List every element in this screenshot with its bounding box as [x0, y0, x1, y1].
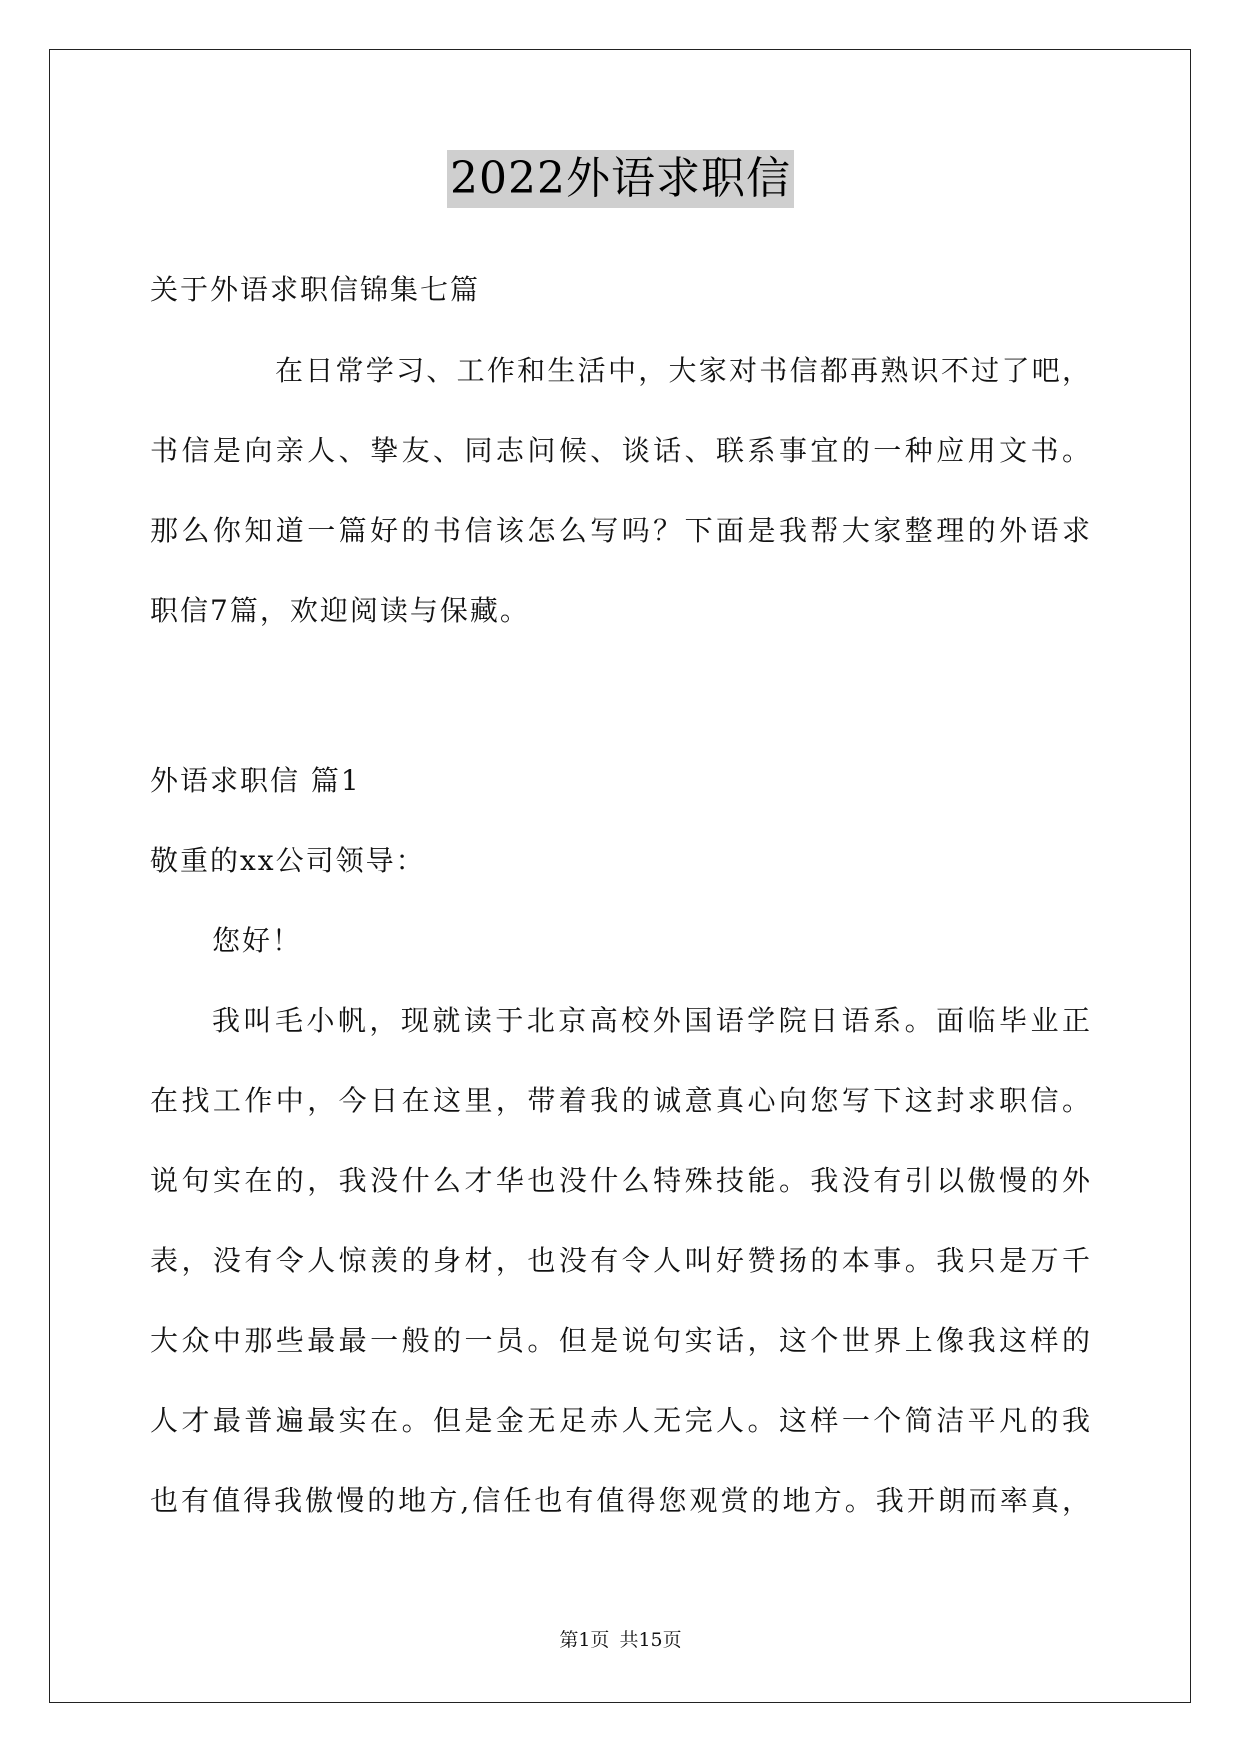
page-total: 共15页: [619, 1629, 682, 1651]
intro-line-2: 书信是向亲人、挚友、同志问候、谈话、联系事宜的一种应用文书。: [150, 434, 1090, 467]
body-line-2: 在找工作中，今日在这里，带着我的诚意真心向您写下这封求职信。: [150, 1084, 1090, 1117]
document-title: 2022外语求职信: [447, 150, 794, 208]
intro-line-4: 职信7篇，欢迎阅读与保藏。: [150, 594, 530, 627]
intro-line-3: 那么你知道一篇好的书信该怎么写吗？下面是我帮大家整理的外语求: [150, 514, 1090, 547]
body-line-7: 也有值得我傲慢的地方,信任也有值得您观赏的地方。我开朗而率真，: [150, 1484, 1090, 1517]
body-line-4: 表，没有令人惊羡的身材，也没有令人叫好赞扬的本事。我只是万千: [150, 1244, 1090, 1277]
body-line-5: 大众中那些最最一般的一员。但是说句实话，这个世界上像我这样的: [150, 1324, 1090, 1357]
page-footer: [0, 1628, 1241, 1652]
document-subtitle: 关于外语求职信锦集七篇: [150, 273, 481, 306]
intro-line-1: 在日常学习、工作和生活中，大家对书信都再熟识不过了吧，: [275, 354, 1090, 387]
title-block: [0, 150, 1241, 208]
body-line-1: 我叫毛小帆，现就读于北京高校外国语学院日语系。面临毕业正: [212, 1004, 1090, 1037]
section-heading: 外语求职信 篇1: [150, 764, 361, 797]
salutation: 敬重的xx公司领导：: [150, 844, 426, 877]
page-number: 第1页: [559, 1629, 610, 1651]
body-line-3: 说句实在的，我没什么才华也没什么特殊技能。我没有引以傲慢的外: [150, 1164, 1090, 1197]
body-line-6: 人才最普遍最实在。但是金无足赤人无完人。这样一个简洁平凡的我: [150, 1404, 1090, 1437]
greeting: 您好！: [212, 924, 303, 957]
